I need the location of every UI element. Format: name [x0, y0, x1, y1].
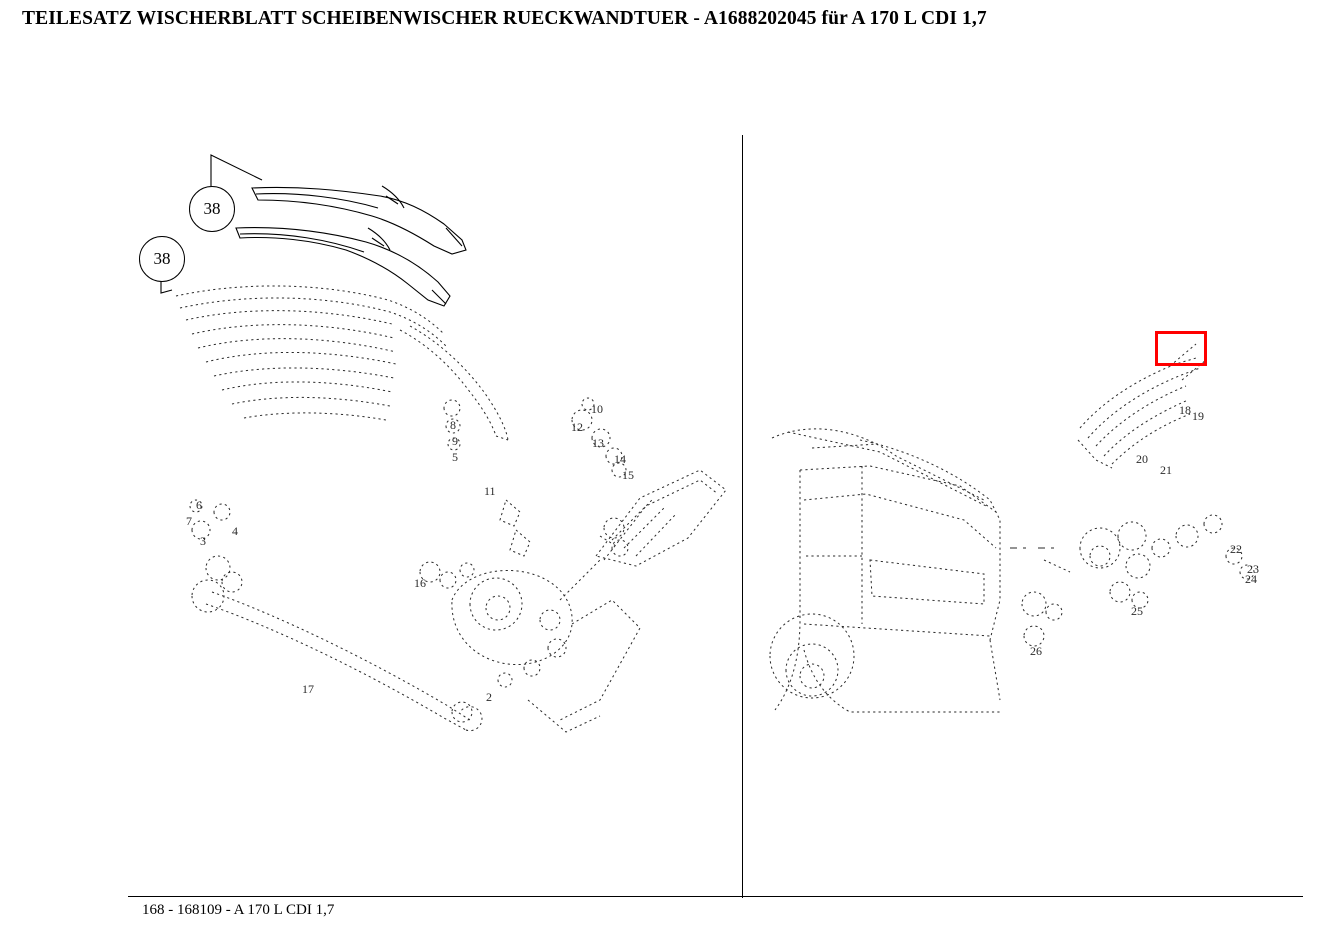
part-number-label: 22 — [1230, 542, 1242, 556]
footer-label: 168 - 168109 - A 170 L CDI 1,7 — [142, 902, 335, 918]
part-number-label: 13 — [592, 436, 604, 450]
part-number-label: 20 — [1136, 452, 1148, 466]
part-number-label: 4 — [232, 524, 238, 538]
callout-38-upper[interactable]: 38 — [189, 186, 235, 232]
part-number-label: 12 — [571, 420, 583, 434]
part-number-label: 6 — [196, 498, 202, 512]
part-number-label: 5 — [452, 450, 458, 464]
part-number-label: 3 — [200, 534, 206, 548]
part-number-label: 10 — [591, 402, 603, 416]
part-number-label: 11 — [484, 484, 496, 498]
page-title: TEILESATZ WISCHERBLATT SCHEIBENWISCHER RUECKWANDTUER - A1688202045 für A 170 L CDI 1,7 — [22, 8, 987, 29]
footer-divider — [128, 896, 1303, 897]
part-number-label: 25 — [1131, 604, 1143, 618]
part-number-label: 14 — [614, 452, 626, 466]
part-number-label: 18 — [1179, 403, 1191, 417]
part-number-label: 17 — [302, 682, 314, 696]
part-number-label: 7 — [186, 514, 192, 528]
part-number-label: 23 — [1247, 562, 1259, 576]
part-number-label: 8 — [450, 418, 456, 432]
part-number-label: 16 — [414, 576, 426, 590]
selected-part-highlight[interactable] — [1155, 331, 1207, 366]
part-number-label: 19 — [1192, 409, 1204, 423]
part-number-label: 9 — [452, 434, 458, 448]
callout-38-lower[interactable]: 38 — [139, 236, 185, 282]
panel-divider — [742, 135, 743, 898]
part-number-label: 15 — [622, 468, 634, 482]
part-number-label: 24 — [1245, 572, 1257, 586]
part-number-label: 26 — [1030, 644, 1042, 658]
part-number-label: 21 — [1160, 463, 1172, 477]
part-number-label: 2 — [486, 690, 492, 704]
